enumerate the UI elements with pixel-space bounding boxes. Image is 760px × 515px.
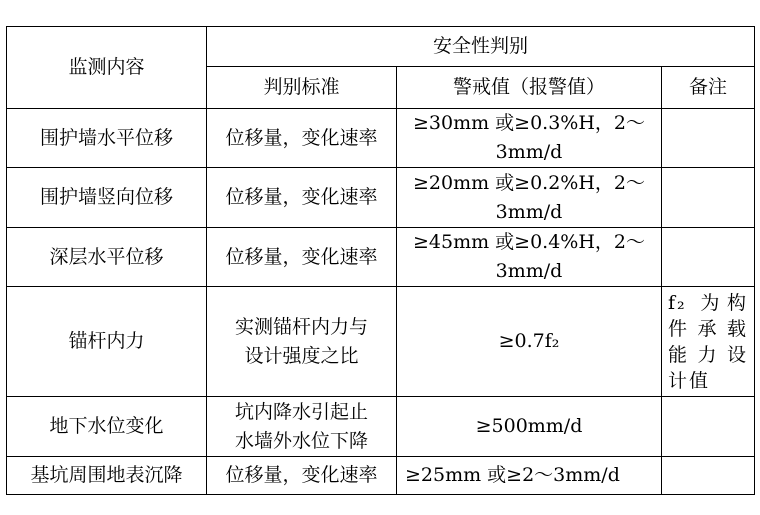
- row-warning: ≥25mm 或≥2～3mm/d: [397, 457, 662, 495]
- row-warning: ≥20mm 或≥0.2%H，2～ 3mm/d: [397, 168, 662, 228]
- table-row: [7, 228, 755, 287]
- row-item: 锚杆内力: [7, 287, 207, 397]
- header-warning: 警戒值（报警值）: [397, 67, 662, 109]
- row-warning: ≥500mm/d: [397, 397, 662, 457]
- header-content: 监测内容: [7, 27, 207, 109]
- row-item: 地下水位变化: [7, 397, 207, 457]
- row-remark: [662, 397, 755, 457]
- row-item: 基坑周围地表沉降: [7, 457, 207, 495]
- table-row: [7, 109, 755, 168]
- row-item: 围护墙竖向位移: [7, 168, 207, 228]
- header-row-1: [7, 27, 755, 67]
- row-criterion: 位移量，变化速率: [207, 109, 397, 168]
- row-remark: [662, 228, 755, 287]
- row-criterion: 位移量，变化速率: [207, 457, 397, 495]
- row-remark: f₂ 为构件承载能力设计值: [662, 287, 755, 397]
- row-warning: ≥0.7f₂: [397, 287, 662, 397]
- row-item: 深层水平位移: [7, 228, 207, 287]
- row-criterion: 实测锚杆内力与 设计强度之比: [207, 287, 397, 397]
- row-remark: [662, 109, 755, 168]
- table-row: [7, 287, 755, 397]
- row-criterion: 位移量，变化速率: [207, 228, 397, 287]
- row-warning: ≥45mm 或≥0.4%H，2～ 3mm/d: [397, 228, 662, 287]
- monitoring-table: [6, 26, 755, 495]
- row-criterion: 坑内降水引起止 水墙外水位下降: [207, 397, 397, 457]
- row-criterion: 位移量，变化速率: [207, 168, 397, 228]
- row-warning: ≥30mm 或≥0.3%H，2～ 3mm/d: [397, 109, 662, 168]
- row-item: 围护墙水平位移: [7, 109, 207, 168]
- header-criterion: 判别标准: [207, 67, 397, 109]
- table-row: [7, 457, 755, 495]
- row-remark: [662, 457, 755, 495]
- header-remark: 备注: [662, 67, 755, 109]
- header-safety-group: 安全性判别: [207, 27, 755, 67]
- table-row: [7, 397, 755, 457]
- table-row: [7, 168, 755, 228]
- row-remark: [662, 168, 755, 228]
